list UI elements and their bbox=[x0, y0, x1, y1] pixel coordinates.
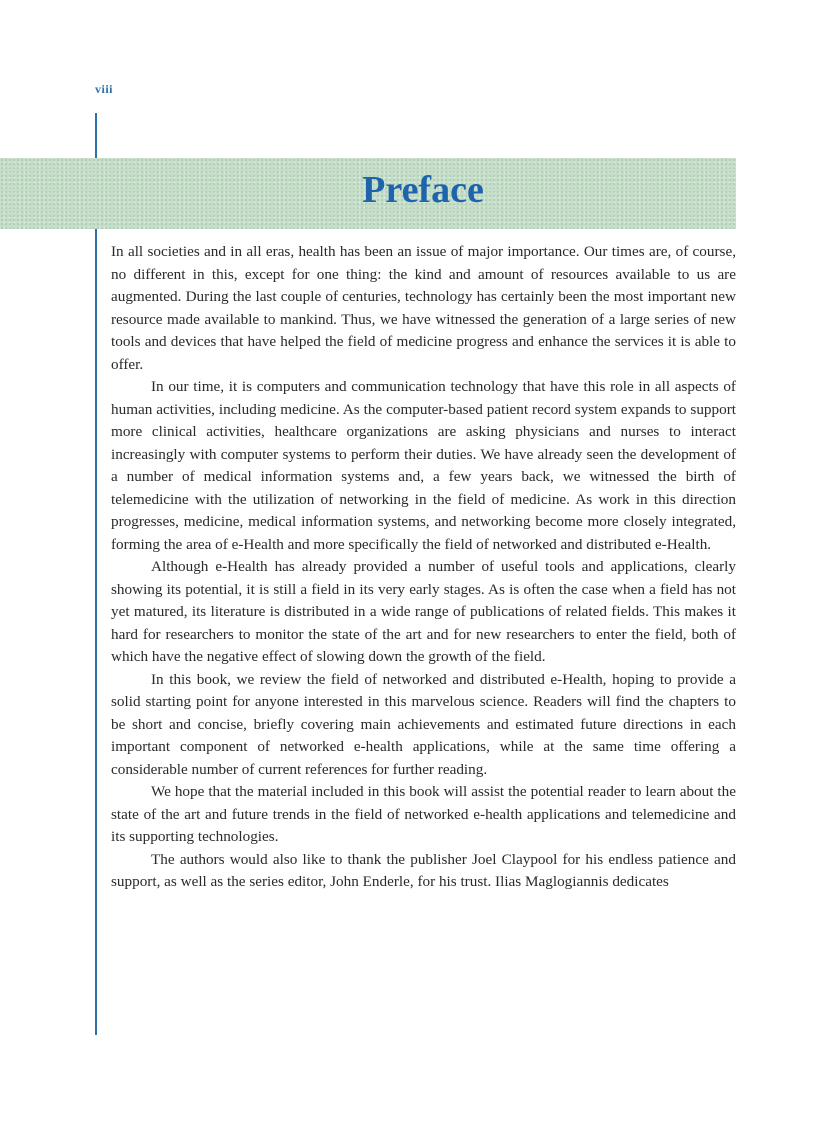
paragraph: The authors would also like to thank the publisher Joel Claypool for his endless patience and support, as well as the series editor, John Enderle, for his trust. Ilias Maglogiannis dedicates bbox=[111, 850, 736, 890]
paragraph: In this book, we review the field of networked and distributed e-Health, hoping to provide a solid starting point for anyone interested in this marvelous science. Readers will find the chapters to be short and concise, briefly covering main achievements and estimated future directions in each important component of networked e-health applications, while at the same time offering a considerable number of current references for further reading. bbox=[111, 670, 736, 778]
title-band bbox=[0, 158, 736, 229]
margin-rule bbox=[95, 113, 97, 1035]
body-text bbox=[111, 241, 736, 894]
paragraph: In all societies and in all eras, health has been an issue of major importance. Our times are, of course, no different in this, except for one thing: the kind and amount of resources available to us are augmented. During the last couple of centuries, technology has certainly been the most important new resource made available to mankind. Thus, we have witnessed the generation of a large series of new tools and devices that have helped the field of medicine progress and enhance the services it is able to offer. bbox=[111, 243, 736, 373]
paragraph: We hope that the material included in this book will assist the potential reader to learn about the state of the art and future trends in the field of networked e-health applications and telemedicine and its supporting technologies. bbox=[111, 783, 736, 845]
paragraph: In our time, it is computers and communication technology that have this role in all aspects of human activities, including medicine. As the computer-based patient record system expands to support more clinical activities, healthcare organizations are asking physicians and nurses to interact increasingly with computer systems to perform their duties. We have already seen the development of a number of medical information systems and, a few years back, we witnessed the birth of telemedicine with the utilization of networking in the field of medicine. As work in this direction progresses, medicine, medical information systems, and networking become more closely integrated, forming the area of e-Health and more specifically the field of networked and distributed e-Health. bbox=[111, 378, 736, 553]
paragraph: Although e-Health has already provided a number of useful tools and applications, clearly showing its potential, it is still a field in its very early stages. As is often the case when a field has not yet matured, its literature is distributed in a wide range of publications of related fields. This makes it hard for researchers to monitor the state of the art and for new researchers to enter the field, both of which have the negative effect of slowing down the growth of the field. bbox=[111, 558, 736, 665]
page-number: viii bbox=[95, 82, 114, 96]
page-title: Preface bbox=[362, 169, 484, 211]
